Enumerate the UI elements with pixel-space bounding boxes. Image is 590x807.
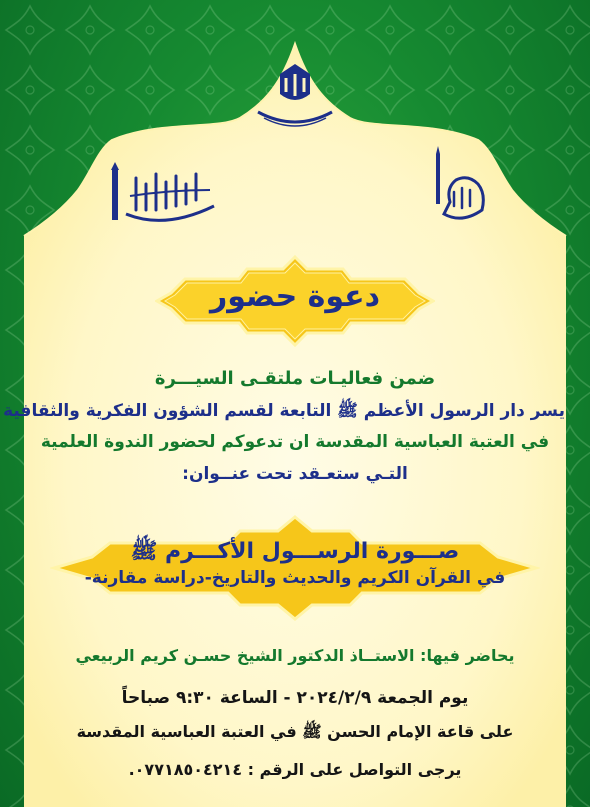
invitation-title: دعوة حضور <box>209 279 381 314</box>
shrine-logo-top <box>250 60 340 130</box>
calligraphy-logo-right <box>428 144 488 224</box>
date-line: يوم الجمعة ٢٠٢٤/٢/٩ - الساعة ٩:٣٠ صباحاً <box>121 688 469 708</box>
intro-line-1: ضمن فعاليـات ملتقـى السيـــرة <box>154 368 436 389</box>
intro-line-2: يسر دار الرسول الأعظم ﷺ التابعة لقسم الشؤون الفكرية والثقافية <box>3 401 565 421</box>
venue-line: على قاعة الإمام الحسن ﷺ في العتبة العباسية المقدسة <box>76 722 514 741</box>
contact-line: يرجى التواصل على الرقم : ٠٧٧١٨٥٠٤٢١٤. <box>128 760 462 779</box>
calligraphy-logo-left <box>110 160 220 230</box>
intro-line-4: التـي ستعـقد تحت عنــوان: <box>182 464 408 484</box>
topic-line-1: صـــورة الرســـول الأكـــرم ﷺ <box>130 539 460 564</box>
lecturer-line: يحاضر فيها: الاستــاذ الدكتور الشيخ حسـن كريم الربيعي <box>75 646 515 665</box>
topic-line-2: في القرآن الكريم والحديث والتاريخ-دراسة مقارنة- <box>84 568 506 588</box>
intro-line-3: في العتبة العباسية المقدسة ان تدعوكم لحضور الندوة العلمية <box>40 432 550 452</box>
